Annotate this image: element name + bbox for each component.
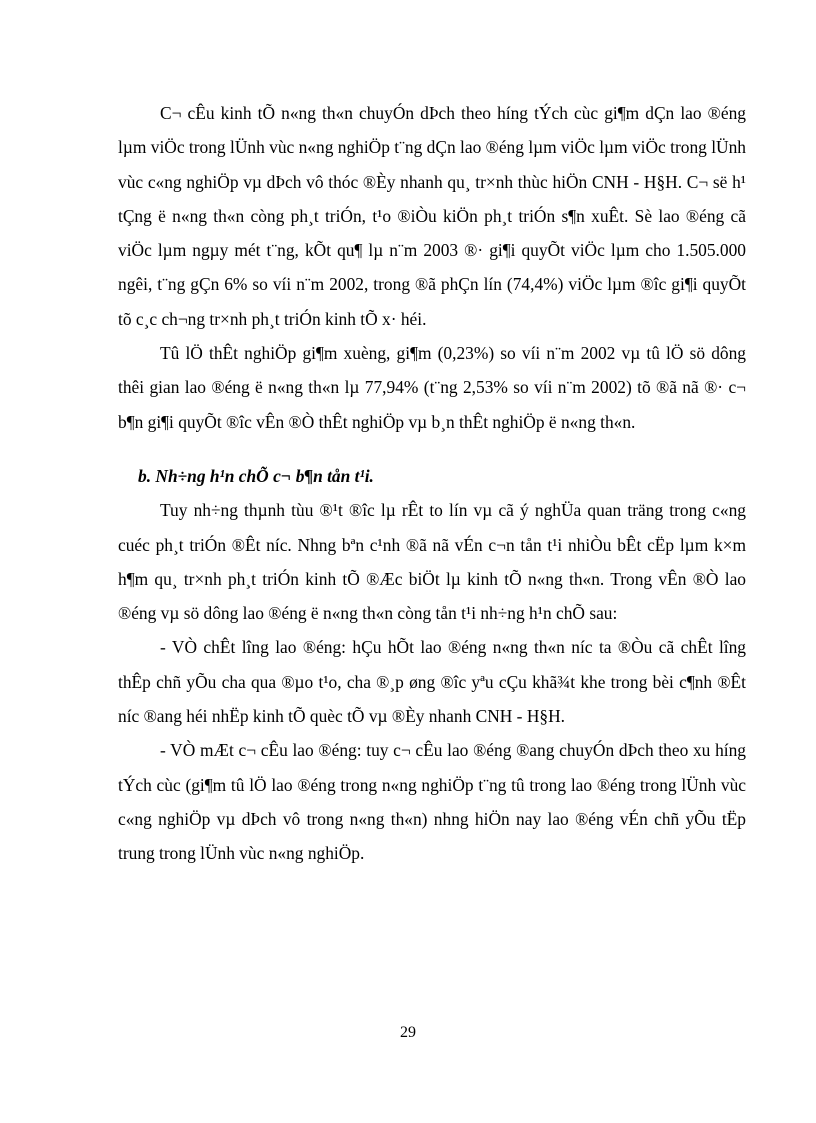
section-heading: b. Nh÷ng h¹n chÕ c¬ b¶n tån t¹i. bbox=[138, 465, 374, 486]
document-body bbox=[118, 96, 746, 871]
bullet-paragraph-1: - VÒ chÊt lîng lao ®éng: hÇu hÕt lao ®éng n«ng th«n níc ta ®Òu cã chÊt lîng thÊp chñ yÕu cha qua ®µo t¹o, cha ®¸p øng ®îc yªu cÇu khã¾t khe trong bèi c¶nh ®Êt níc ®ang héi nhËp kinh tÕ quèc tÕ vµ ®Èy nhanh CNH - H§H. bbox=[118, 637, 746, 727]
paragraph-2: Tû lÖ thÊt nghiÖp gi¶m xuèng, gi¶m (0,23%) so víi n¨m 2002 vµ tû lÖ sö dông thêi gian lao ®éng ë n«ng th«n lµ 77,94% (t¨ng 2,53% so víi n¨m 2002) tõ ®ã nã ®· c¬ b¶n gi¶i quyÕt ®îc vÊn ®Ò thÊt nghiÖp vµ b¸n thÊt nghiÖp ë n«ng th«n. bbox=[118, 343, 746, 432]
bullet-paragraph-2: - VÒ mÆt c¬ cÊu lao ®éng: tuy c¬ cÊu lao ®éng ®ang chuyÓn dÞch theo xu híng tÝch cùc (gi¶m tû lÖ lao ®éng trong n«ng nghiÖp t¨ng tû trong lao ®éng trong lÜnh vùc c«ng nghiÖp vµ dÞch vô trong n«ng th«n) nhng hiÖn nay lao ®éng vÉn chñ yÕu tËp trung trong lÜnh vùc n«ng nghiÖp. bbox=[118, 740, 746, 864]
paragraph-1: C¬ cÊu kinh tÕ n«ng th«n chuyÓn dÞch theo híng tÝch cùc gi¶m dÇn lao ®éng lµm viÖc trong lÜnh vùc n«ng nghiÖp t¨ng dÇn lao ®éng lµm viÖc lµm viÖc trong lÜnh vùc c«ng nghiÖp vµ dÞch vô thóc ®Èy nhanh qu¸ tr×nh thùc hiÖn CNH - H§H. C¬ së h¹ tÇng ë n«ng th«n còng ph¸t triÓn, t¹o ®iÒu kiÖn ph¸t triÓn s¶n xuÊt. Sè lao ®éng cã viÖc lµm ngµy mét t¨ng, kÕt qu¶ lµ n¨m 2003 ®· gi¶i quyÕt viÖc lµm cho 1.505.000 ngêi, t¨ng gÇn 6% so víi n¨m 2002, trong ®ã phÇn lín (74,4%) viÖc lµm ®îc gi¶i quyÕt tõ c¸c ch¬ng tr×nh ph¸t triÓn kinh tÕ x· héi. bbox=[118, 103, 746, 329]
page-number: 29 bbox=[400, 1024, 416, 1041]
paragraph-3: Tuy nh÷ng thµnh tùu ®¹t ®îc lµ rÊt to lín vµ cã ý nghÜa quan träng trong c«ng cuéc ph¸t triÓn ®Êt níc. Nhng bªn c¹nh ®ã nã vÉn c¬n tån t¹i nhiÒu bÊt cËp lµm k×m h¶m qu¸ tr×nh ph¸t triÓn kinh tÕ ®Æc biÖt lµ kinh tÕ n«ng th«n. Trong vÊn ®Ò lao ®éng vµ sö dông lao ®éng ë n«ng th«n còng tån t¹i nh÷ng h¹n chÕ sau: bbox=[118, 500, 746, 624]
